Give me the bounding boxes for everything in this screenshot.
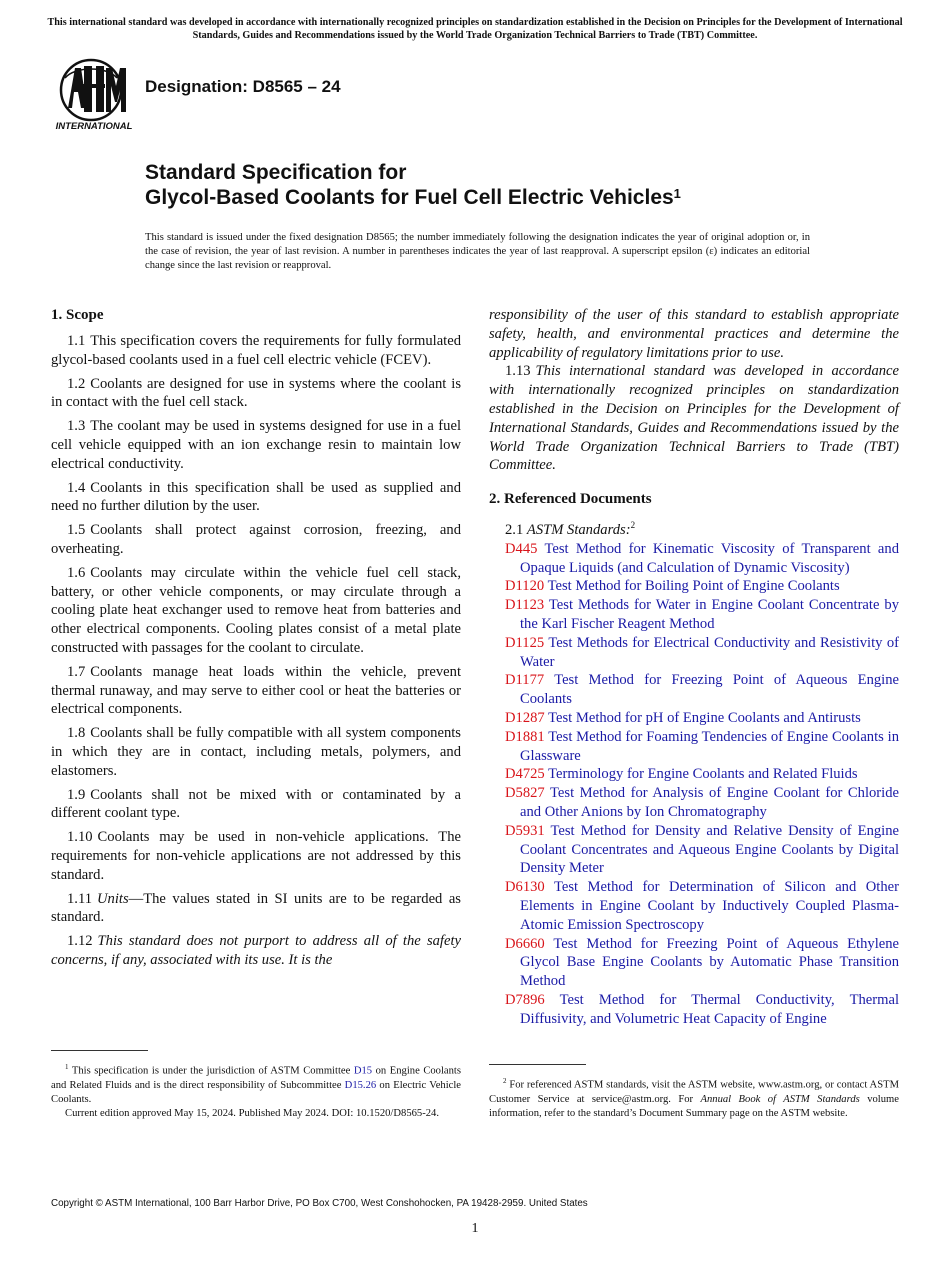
reference-code-link[interactable]: D6130 [505,879,545,896]
title-footnote-mark: 1 [673,186,681,201]
reference-title-link[interactable]: Test Methods for Water in Engine Coolant Concentrate by the Karl Fischer Reagent Method [520,597,899,633]
astm-standards-label: ASTM Standards: [526,522,631,539]
reference-title-link[interactable]: Terminology for Engine Coolants and Related Fluids [548,766,858,783]
paragraph-number: 1.8 [67,725,86,742]
scope-paragraph [51,375,461,413]
reference-title-link[interactable]: Test Method for Determination of Silicon and Other Elements in Engine Coolant by Inductively Coupled Plasma-Atomic Emission Spectroscopy [520,879,899,933]
annual-book-title: Annual Book of ASTM Standards [700,1093,860,1105]
paragraph-text: The coolant may be used in systems designed for use in a fuel cell vehicle equipped with an ion exchange resin to maintain low electrical conductivity. [51,418,461,472]
reference-code-link[interactable]: D1120 [505,578,545,595]
page-number: 1 [471,1221,479,1236]
reference-item [489,540,899,578]
paragraph-number: 1.11 [67,890,92,907]
footnote-mark: 2 [630,520,636,531]
reference-title-link[interactable]: Test Method for Foaming Tendencies of Engine Coolants in Glassware [520,728,899,764]
top-notice: This international standard was developed in accordance with internationally recognized principles on standardization established in the Decision on Principles for the Development of International Standards, Guides and Recommendations issued by the World Trade Organization Technical Barriers to Trade (TBT) Committee. [47,17,903,41]
astm-standards-subheading [505,516,899,540]
reference-item [489,728,899,766]
reference-title-link[interactable]: Test Method for pH of Engine Coolants and Antirusts [548,710,861,726]
reference-item [489,634,899,672]
footnote-1 [51,1060,461,1121]
paragraph-text: This specification covers the requirements for fully formulated glycol-based coolants used in a fuel cell electric vehicle (FCEV). [51,333,461,368]
scope-paragraph [51,332,461,370]
reference-code-link[interactable]: D5931 [505,822,545,839]
standard-title [145,160,681,210]
paragraph-1-11 [51,890,461,928]
reference-title-link[interactable]: Test Method for Thermal Conductivity, Thermal Diffusivity, and Volumetric Heat Capacity of Engine [520,991,900,1027]
reference-item [489,709,899,728]
section-1-heading: 1. Scope [51,307,104,323]
right-column [489,306,899,1029]
paragraph-number: 1.3 [67,418,86,435]
scope-paragraph [51,479,461,517]
scope-paragraph [51,564,461,658]
edition-note: Current edition approved May 15, 2024. Published May 2024. DOI: 10.1520/D8565-24. [65,1108,439,1120]
reference-code-link[interactable]: D7896 [505,991,545,1008]
footnote-2 [489,1074,899,1121]
reference-code-link[interactable]: D1881 [505,728,545,745]
paragraph-1-13 [489,362,899,475]
paragraph-number: 1.5 [67,522,86,539]
reference-item [489,991,899,1029]
reference-code-link[interactable]: D5827 [505,785,545,802]
paragraph-1-12 [51,932,461,970]
logo-subtitle: INTERNATIONAL [55,121,133,132]
footnote-text: This specification is under the jurisdiction of ASTM Committee [71,1065,354,1077]
footnote-rule [489,1064,586,1065]
paragraph-number: 1.4 [67,479,86,496]
reference-code-link[interactable]: D4725 [505,766,545,783]
scope-paragraph [51,828,461,884]
section-2-heading: 2. Referenced Documents [489,491,652,508]
paragraph-text: Coolants may circulate within the vehicle fuel cell stack, battery, or other vehicle components, or may circulate through a cooling plate heat exchanger used to remove heat from batteries and other electrical components. Cooling plates consist of a metal plate constructed with passages for the coolant to circulate. [51,564,461,656]
reference-title-link[interactable]: Test Method for Freezing Point of Aqueous Engine Coolants [520,672,899,708]
reference-title-link[interactable]: Test Method for Kinematic Viscosity of Transparent and Opaque Liquids (and Calculation of Dynamic Viscosity) [520,540,900,576]
scope-paragraphs [51,332,461,885]
footnote-mark: 2 [503,1077,507,1085]
scope-paragraph [51,724,461,780]
reference-item [489,878,899,934]
paragraph-text: This standard does not purport to address all of the safety concerns, if any, associated with its use. It is the [51,933,461,968]
left-column [51,306,461,975]
title-line-2 [145,185,681,210]
paragraph-number: 1.9 [67,786,86,803]
title-line-1: Standard Specification for [145,161,407,184]
units-label: Units [97,890,129,907]
reference-title-link[interactable]: Test Method for Density and Relative Density of Engine Coolant Concentrates and Aqueous Engine Coolants by Digital Density Meter [520,822,900,877]
reference-item [489,765,899,784]
paragraph-number: 1.1 [67,333,86,349]
footnote-text: on Engine Coolants and Related Fluids and is the direct responsibility of Subcommittee [51,1065,461,1091]
title-main: Glycol-Based Coolants for Fuel Cell Electric Vehicles [145,186,674,209]
scope-paragraph [51,786,461,824]
issuance-note: This standard is issued under the fixed designation D8565; the number immediately following the designation indicates the year of original adoption or, in the case of revision, the year of last revision. A number in parentheses indicates the year of last reapproval. A superscript epsilon (ε) indicates an editorial change since the last revision or reapproval. [145,232,810,272]
paragraph-text: This international standard was developed in accordance with internationally recognized principles on standardization established in the Decision on Principles for the Development of International Standards, Guides and Recommendations issued by the World Trade Organization Technical Barriers to Trade (TBT) Committee. [489,363,899,474]
copyright-notice: Copyright © ASTM International, 100 Barr Harbor Drive, PO Box C700, West Conshohocken, PA 19428-2959. United States [51,1198,588,1209]
paragraph-text: Coolants in this specification shall be used as supplied and need no further dilution by the user. [51,479,461,515]
footnote-text: For referenced ASTM standards, visit the ASTM website, www.astm.org, or contact ASTM Customer Service at service@astm.org. For [489,1079,899,1105]
paragraph-number: 1.6 [67,564,86,581]
reference-item [489,935,899,991]
paragraph-1-12-continued: responsibility of the user of this standard to establish appropriate safety, health, and environmental practices and determine the applicability of regulatory limitations prior to use. [489,307,899,361]
paragraph-text: Coolants shall be fully compatible with all system components in which they are in contact, including metals, polymers, and elastomers. [51,725,461,779]
reference-code-link[interactable]: D1177 [505,672,545,689]
reference-code-link[interactable]: D1287 [505,710,545,726]
reference-code-link[interactable]: D6660 [505,935,545,952]
footnote-rule [51,1050,148,1051]
footnote-text: volume information, refer to the standard’s Document Summary page on the ASTM website. [489,1093,899,1119]
reference-title-link[interactable]: Test Method for Analysis of Engine Coolant for Chloride and Other Anions by Ion Chromatography [520,785,899,820]
reference-title-link[interactable]: Test Method for Boiling Point of Engine Coolants [547,578,840,595]
paragraph-number: 2.1 [505,522,524,539]
reference-code-link[interactable]: D445 [505,540,538,557]
reference-list [489,540,899,1029]
paragraph-number: 1.2 [67,375,86,392]
paragraph-text: —The values stated in SI units are to be regarded as standard. [51,890,461,926]
paragraph-text: Coolants may be used in non-vehicle applications. The requirements for non-vehicle applications are not addressed by this standard. [51,829,461,883]
astm-logo-icon [53,56,135,132]
paragraph-number: 1.13 [505,363,531,380]
scope-paragraph [51,663,461,719]
paragraph-text: Coolants are designed for use in systems where the coolant is in contact with the fuel cell stack. [51,375,461,411]
reference-item [489,577,899,596]
footnote-mark: 1 [65,1063,69,1071]
committee-link[interactable]: D15 [353,1065,373,1077]
paragraph-text: Coolants manage heat loads within the vehicle, prevent thermal runaway, and may serve to either cool or heat the batteries or electrical components. [51,663,461,718]
subcommittee-link[interactable]: D15.26 [344,1079,377,1091]
footnote-text: on Electric Vehicle Coolants. [51,1079,461,1105]
reference-item [489,822,899,878]
paragraph-text: Coolants shall not be mixed with or contaminated by a different coolant type. [51,786,461,822]
astm-logo [53,56,135,132]
paragraph-number: 1.7 [67,663,86,680]
scope-paragraph [51,417,461,473]
paragraph-text: Coolants shall protect against corrosion, freezing, and overheating. [51,522,461,557]
reference-item [489,596,899,634]
reference-code-link[interactable]: D1125 [505,634,545,651]
paragraph-number: 1.10 [67,829,93,846]
reference-code-link[interactable]: D1123 [505,597,545,614]
designation: Designation: D8565 – 24 [145,77,341,96]
reference-title-link[interactable]: Test Method for Freezing Point of Aqueous Ethylene Glycol Base Engine Coolants by Automatic Phase Transition Method [520,935,899,990]
reference-item [489,671,899,709]
paragraph-number: 1.12 [67,933,93,950]
scope-paragraph [51,521,461,559]
reference-item [489,784,899,822]
reference-title-link[interactable]: Test Methods for Electrical Conductivity and Resistivity of Water [520,634,899,670]
